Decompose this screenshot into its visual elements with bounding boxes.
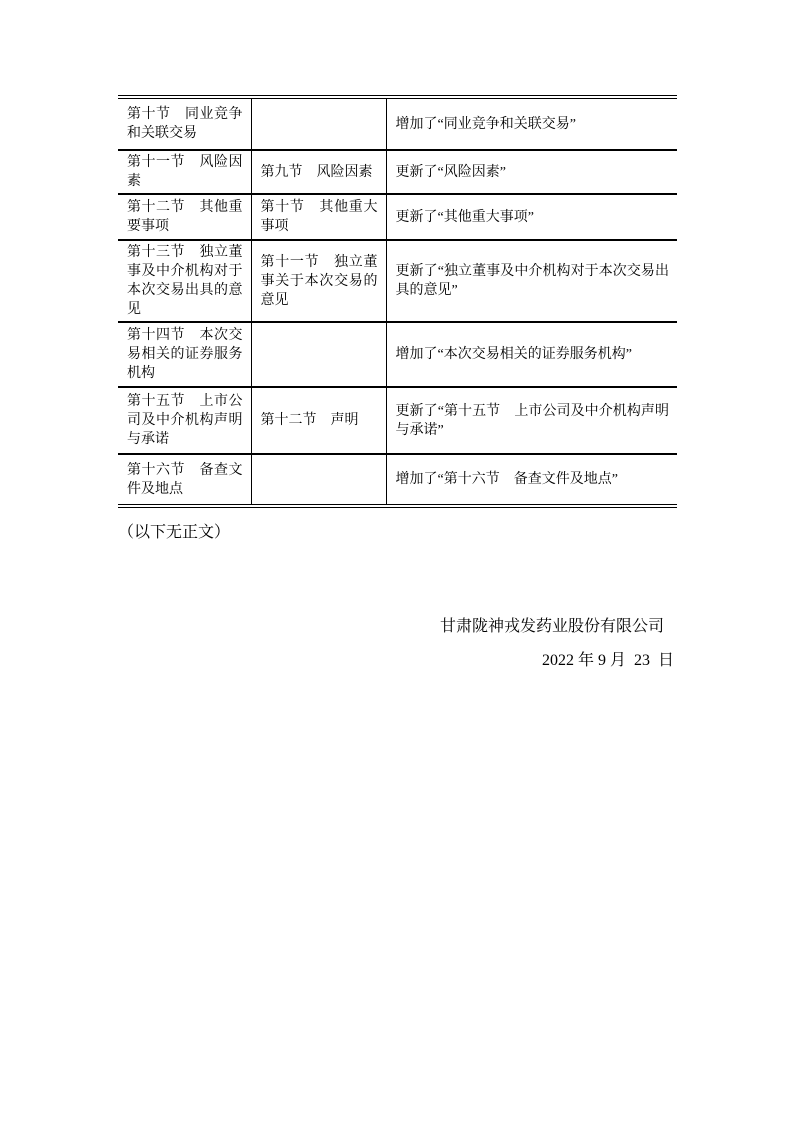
cell-original-chapter: 第十二节 声明 [251,387,386,454]
cell-original-chapter: 第九节 风险因素 [251,150,386,194]
cell-original-chapter [251,97,386,150]
table-row [118,454,677,506]
table-row [118,240,677,322]
table-row [118,322,677,387]
cell-change-note: 增加了“本次交易相关的证券服务机构” [386,322,677,387]
cell-original-chapter [251,322,386,387]
chapter-comparison-table [118,95,677,508]
cell-change-note: 更新了“其他重大事项” [386,194,677,240]
cell-change-note: 更新了“独立董事及中介机构对于本次交易出具的意见” [386,240,677,322]
company-signature: 甘肃陇神戎发药业股份有限公司 [439,618,664,635]
cell-change-note: 增加了“同业竞争和关联交易” [386,97,677,150]
cell-revised-chapter: 第十一节 风险因素 [127,155,243,189]
signature-date: 2022 年 9 月 23 日 [541,652,674,669]
cell-original-chapter [251,454,386,506]
table-row [118,194,677,240]
cell-revised-chapter: 第十三节 独立董事及中介机构对于本次交易出具的意见 [127,245,243,317]
cell-revised-chapter: 第十四节 本次交易相关的证券服务机构 [127,328,243,381]
table-row [118,387,677,454]
cell-revised-chapter: 第十六节 备查文件及地点 [127,462,243,497]
cell-change-note: 更新了“第十五节 上市公司及中介机构声明与承诺” [386,387,677,454]
cell-revised-chapter: 第十二节 其他重要事项 [127,200,243,234]
table-row [118,97,677,150]
cell-change-note: 增加了“第十六节 备查文件及地点” [386,454,677,506]
cell-change-note: 更新了“风险因素” [386,150,677,194]
no-more-text-note: （以下无正文） [118,524,231,541]
document-content [118,95,677,671]
cell-revised-chapter: 第十五节 上市公司及中介机构声明与承诺 [127,394,243,447]
cell-revised-chapter: 第十节 同业竞争和关联交易 [127,107,243,141]
cell-original-chapter: 第十节 其他重大事项 [251,194,386,240]
cell-original-chapter: 第十一节 独立董事关于本次交易的意见 [251,240,386,322]
table-row [118,150,677,194]
